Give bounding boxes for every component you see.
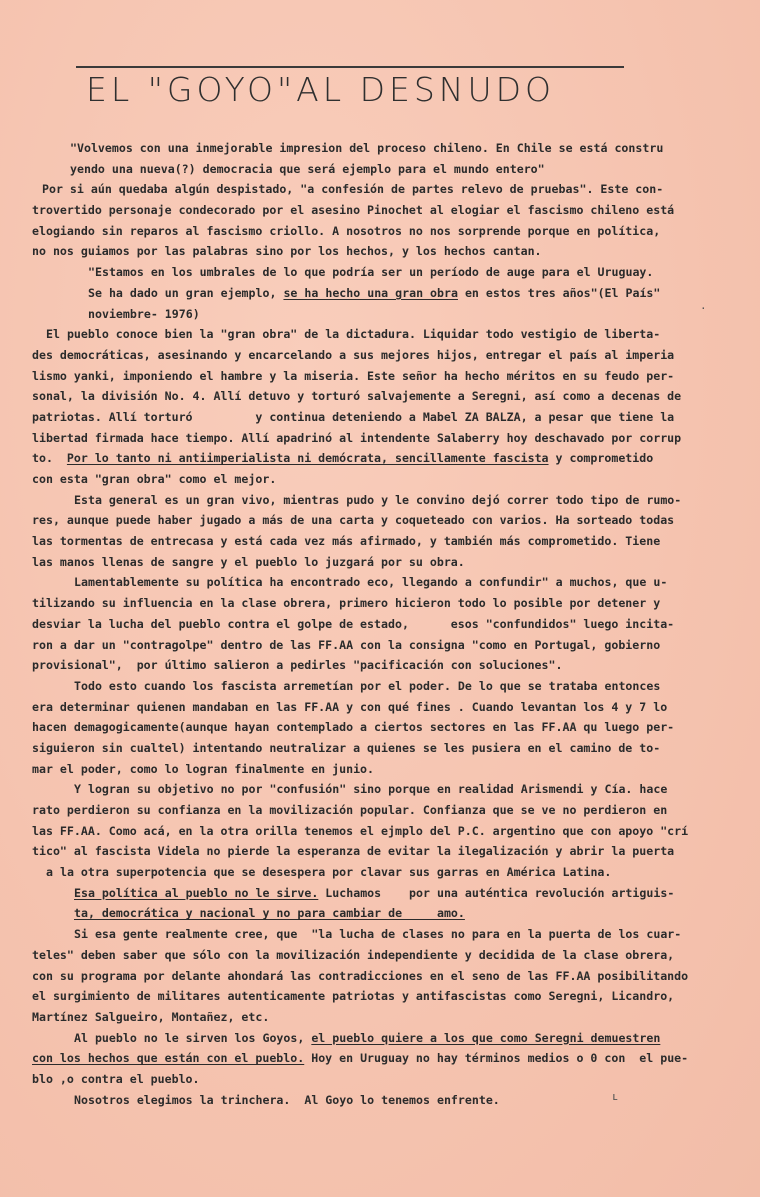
text-line: era determinar quienen mandaban en las FF.AA y con qué fines . Cuando levantan los 4 y 7 lo: [32, 699, 668, 714]
text-line: Al pueblo no le sirven los Goyos, el pueblo quiere a los que como Seregni demuestren: [74, 1030, 661, 1045]
text-line: mar el poder, como lo logran finalmente en junio.: [32, 761, 375, 776]
text-line: "Estamos en los umbrales de lo que podría ser un período de auge para el Uruguay.: [88, 265, 654, 280]
text-line: provisional", por último salieron a pedirles "pacificación con soluciones".: [32, 658, 563, 673]
text-line: elogiando sin reparos al fascismo criollo. A nosotros no nos sorprende porque en política,: [32, 223, 661, 238]
text-line: las manos llenas de sangre y el pueblo lo juzgará por su obra.: [32, 554, 465, 569]
text-line: Martínez Salgueiro, Montañez, etc.: [32, 1009, 270, 1024]
text-line: con los hechos que están con el pueblo. Hoy en Uruguay no hay términos medios o 0 con el pue-: [32, 1051, 689, 1066]
text-line: lismo yanki, imponiendo el hambre y la miseria. Este señor ha hecho méritos en su feudo per-: [32, 368, 675, 383]
stray-mark: ʟ: [612, 1090, 619, 1103]
text-line: hacen demagogicamente(aunque hayan contemplado a ciertos sectores en las FF.AA qu luego per-: [32, 720, 675, 735]
text-line: teles" deben saber que sólo con la movilización independiente y decidida de la clase obrera,: [32, 947, 675, 962]
text-line: Nosotros elegimos la trinchera. Al Goyo lo tenemos enfrente.: [74, 1092, 500, 1107]
text-line: el surgimiento de militares autenticamente patriotas y antifascistas como Seregni, Licandro,: [32, 989, 675, 1004]
text-line: rato perdieron su confianza en la movilización popular. Confianza que se ve no perdieron en: [32, 803, 668, 817]
text-line: trovertido personaje condecorado por el asesino Pinochet al elogiar el fascismo chileno está: [32, 203, 675, 218]
text-line: siguieron sin cualtel) intentando neutralizar a quienes se les pusiera en el camino de to-: [32, 740, 661, 755]
text-line: Lamentablemente su política ha encontrado eco, llegando a confundir" a muchos, que u-: [74, 575, 668, 590]
text-line: Esta general es un gran vivo, mientras pudo y le convino dejó correr todo tipo de rumo-: [74, 492, 682, 507]
text-line: res, aunque puede haber jugado a más de una carta y coqueteado con varios. Ha sorteado todas: [32, 513, 675, 528]
document-body: [28, 138, 718, 1110]
text-line: Si esa gente realmente cree, que "la lucha de clases no para en la puerta de los cuar-: [74, 927, 682, 942]
text-line: a la otra superpotencia que se desespera por clavar sus garras en América Latina.: [46, 865, 612, 880]
text-line: desviar la lucha del pueblo contra el golpe de estado, esos "confundidos" luego incita-: [32, 616, 675, 631]
text-line: noviembre- 1976): [88, 306, 200, 321]
text-line: no nos guiamos por las palabras sino por los hechos, y los hechos cantan.: [32, 244, 542, 259]
text-line: las FF.AA. Como acá, en la otra orilla tenemos el ejmplo del P.C. argentino que con apoyo "crí: [32, 823, 689, 838]
stray-mark: ·: [700, 302, 707, 315]
text-line: Por si aún quedaba algún despistado, "a confesión de partes relevo de pruebas". Este con-: [42, 182, 664, 197]
text-line: Todo esto cuando los fascista arremetían por el poder. De lo que se trataba entonces: [74, 678, 661, 693]
text-line: patriotas. Allí torturó y continua deteniendo a Mabel ZA BALZA, a pesar que tiene la: [32, 409, 675, 424]
text-line: Y logran su objetivo no por "confusión" sino porque en realidad Arismendi y Cía. hace: [74, 782, 668, 797]
text-line: des democráticas, asesinando y encarcelando a sus mejores hijos, entregar el país al imperia: [32, 347, 675, 362]
text-line: Esa política al pueblo no le sirve. Luchamos por una auténtica revolución artiguis-: [74, 885, 675, 900]
text-line: tico" al fascista Videla no pierde la esperanza de evitar la ilegalización y abrir la puerta: [32, 844, 675, 859]
text-line: blo ,o contra el pueblo.: [32, 1071, 200, 1086]
text-line: to. Por lo tanto ni antiimperialista ni demócrata, sencillamente fascista y comprometido: [32, 451, 654, 466]
text-line: sonal, la división No. 4. Allí detuvo y torturó salvajemente a Seregni, así como a decenas de: [32, 389, 682, 404]
text-line: libertad firmada hace tiempo. Allí apadrinó al intendente Salaberry hoy deschavado por corrup: [32, 430, 682, 445]
text-line: El pueblo conoce bien la "gran obra" de la dictadura. Liquidar todo vestigio de liberta-: [46, 327, 661, 342]
text-line: ta, democrática y nacional y no para cambiar de amo.: [74, 906, 465, 921]
text-line: con su programa por delante ahondará las contradicciones en el seno de las FF.AA posibilitando: [32, 968, 689, 983]
text-line: Se ha dado un gran ejemplo, se ha hecho una gran obra en estos tres años"(El País": [88, 285, 661, 300]
text-line: yendo una nueva(?) democracia que será ejemplo para el mundo entero": [70, 161, 545, 176]
text-line: ron a dar un "contragolpe" dentro de las FF.AA con la consigna "como en Portugal, gobierno: [32, 637, 661, 652]
text-line: las tormentas de entrecasa y está cada vez más afirmado, y también más comprometido. Tiene: [32, 534, 661, 549]
text-line: con esta "gran obra" como el mejor.: [32, 472, 277, 486]
text-line: "Volvemos con una inmejorable impresion del proceso chileno. En Chile se está constru: [70, 141, 664, 155]
text-line: tilizando su influencia en la clase obrera, primero hicieron todo lo posible por detener y: [32, 596, 661, 611]
document-title: EL "GOYO"AL DESNUDO: [86, 70, 556, 109]
